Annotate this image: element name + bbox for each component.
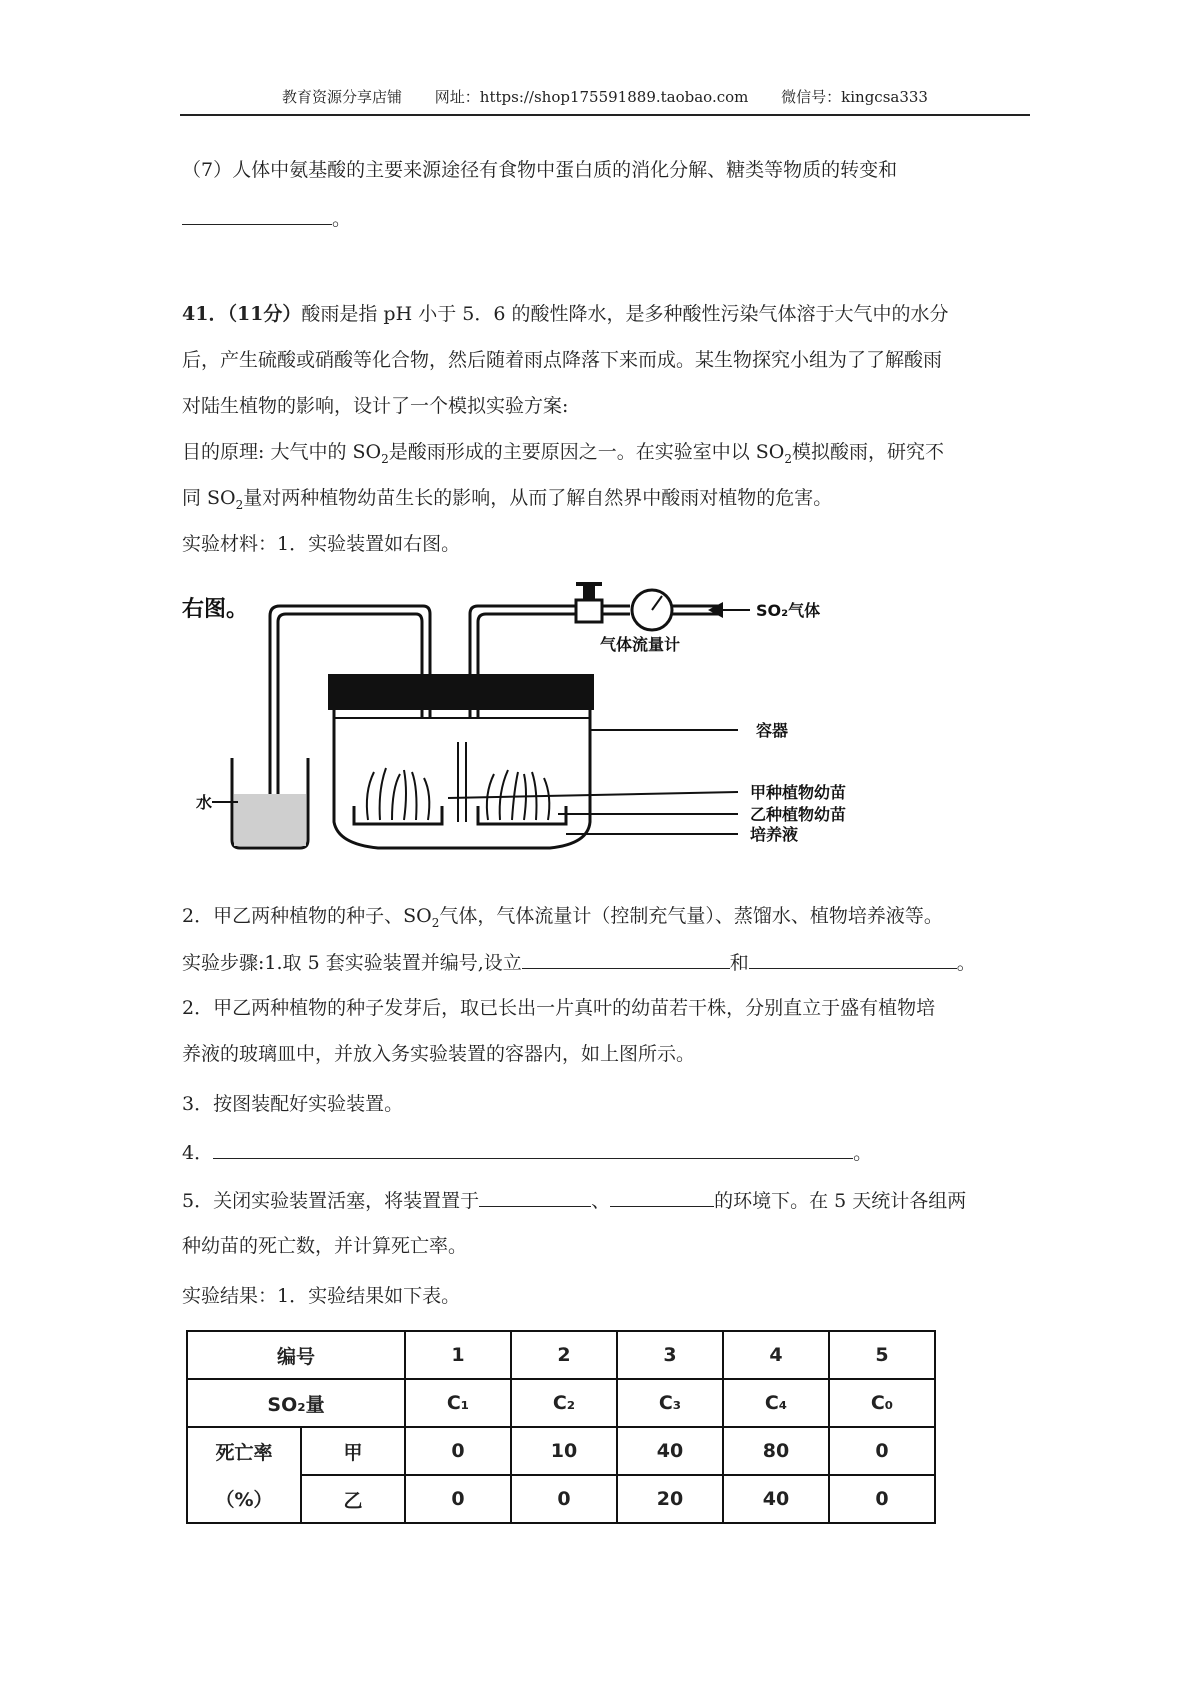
table-cell: 乙 bbox=[301, 1475, 405, 1523]
container-body bbox=[334, 710, 590, 848]
table-cell: 0 bbox=[405, 1475, 511, 1523]
table-cell: C₄ bbox=[723, 1379, 829, 1427]
table-row bbox=[187, 1475, 935, 1523]
table-cell: 10 bbox=[511, 1427, 617, 1475]
table-cell: SO₂量 bbox=[187, 1379, 405, 1427]
water-fill bbox=[234, 794, 306, 846]
dish-right bbox=[478, 806, 566, 824]
materials-line: 实验材料：1．实验装置如右图。 bbox=[182, 533, 461, 555]
table-cell: 20 bbox=[617, 1475, 723, 1523]
answer-blank bbox=[479, 1186, 591, 1207]
q7-text: （7）人体中氨基酸的主要来源途径有食物中蛋白质的消化分解、糖类等物质的转变和 bbox=[182, 159, 898, 181]
q41-line2: 后，产生硫酸或硝酸等化合物，然后随着雨点降落下来而成。某生物探究小组为了了解酸雨 bbox=[182, 349, 943, 371]
table-cell: C₀ bbox=[829, 1379, 935, 1427]
step2-line1: 2．甲乙两种植物的种子发芽后，取已长出一片真叶的幼苗若干株，分别直立于盛有植物培 bbox=[182, 997, 936, 1019]
table-cell: 5 bbox=[829, 1331, 935, 1379]
plant-b-label: 乙种植物幼苗 bbox=[750, 805, 847, 824]
medium-label: 培养液 bbox=[750, 825, 799, 844]
wechat-id: 微信号：kingcsa333 bbox=[781, 88, 928, 106]
water-label: 水 bbox=[196, 793, 213, 812]
table-cell: 3 bbox=[617, 1331, 723, 1379]
table-cell: C₁ bbox=[405, 1379, 511, 1427]
step2-line2: 养液的玻璃皿中，并放入务实验装置的容器内，如上图所示。 bbox=[182, 1043, 696, 1065]
table-cell: 2 bbox=[511, 1331, 617, 1379]
table-cell: C₃ bbox=[617, 1379, 723, 1427]
table-cell: 编号 bbox=[187, 1331, 405, 1379]
table-cell: 甲 bbox=[301, 1427, 405, 1475]
step1-line: 实验步骤:1.取 5 套实验装置并编号,设立 和 。 bbox=[182, 948, 976, 977]
container-lid bbox=[328, 674, 594, 710]
seedlings-left bbox=[367, 768, 429, 820]
flowmeter-label: 气体流量计 bbox=[600, 635, 681, 654]
step5-line2: 种幼苗的死亡数，并计算死亡率。 bbox=[182, 1235, 468, 1257]
table-cell: C₂ bbox=[511, 1379, 617, 1427]
purpose-line2: 同 $SO_2$量对两种植物幼苗生长的影响，从而了解自然界中酸雨对植物的危害。 bbox=[182, 487, 833, 512]
apparatus-diagram bbox=[178, 582, 1078, 882]
question-number: 41．（11分） bbox=[182, 303, 302, 325]
table-row bbox=[187, 1331, 935, 1379]
table-cell: 0 bbox=[829, 1475, 935, 1523]
answer-blank bbox=[749, 948, 957, 969]
step5-line1: 5．关闭实验装置活塞，将装置置于 、 的环境下。在 5 天统计各组两 bbox=[182, 1186, 966, 1215]
q41-line3: 对陆生植物的影响，设计了一个模拟实验方案: bbox=[182, 395, 569, 417]
page-header bbox=[180, 86, 1030, 116]
materials-line2: 2．甲乙两种植物的种子、$SO_2$气体，气体流量计（控制充气量）、蒸馏水、植物培养液等。 bbox=[182, 905, 943, 930]
plant-a-label: 甲种植物幼苗 bbox=[750, 783, 847, 802]
q7-blank-line: 。 bbox=[182, 204, 351, 233]
gas-label: SO₂气体 bbox=[756, 601, 821, 620]
results-table bbox=[186, 1330, 936, 1524]
table-cell: 40 bbox=[723, 1475, 829, 1523]
table-cell: （%） bbox=[187, 1475, 301, 1523]
answer-blank bbox=[213, 1138, 853, 1159]
gas-arrow-icon bbox=[708, 602, 723, 618]
container-label: 容器 bbox=[756, 721, 789, 740]
results-line: 实验结果：1．实验结果如下表。 bbox=[182, 1285, 461, 1307]
seedlings-right bbox=[487, 770, 549, 820]
answer-blank bbox=[522, 948, 730, 969]
table-cell: 0 bbox=[511, 1475, 617, 1523]
purpose-line1: 目的原理: 大气中的 $SO_2$是酸雨形成的主要原因之一。在实验室中以 $SO_2$模拟酸雨，研究不 bbox=[182, 441, 945, 466]
shop-url: 网址：https://shop175591889.taobao.com bbox=[434, 88, 749, 106]
table-cell: 1 bbox=[405, 1331, 511, 1379]
flowmeter-icon bbox=[632, 590, 672, 630]
table-cell: 0 bbox=[405, 1427, 511, 1475]
q41-line1: 41．（11分）酸雨是指 pH 小于 5．6 的酸性降水，是多种酸性污染气体溶于大气中的水分 bbox=[182, 303, 949, 325]
table-cell: 0 bbox=[829, 1427, 935, 1475]
step4-line: 4． 。 bbox=[182, 1138, 872, 1167]
figure-caption: 右图。 bbox=[182, 597, 249, 622]
table-cell: 80 bbox=[723, 1427, 829, 1475]
shop-name: 教育资源分享店铺 bbox=[282, 88, 403, 106]
answer-blank bbox=[182, 204, 332, 225]
valve-icon bbox=[576, 582, 602, 622]
table-row bbox=[187, 1427, 935, 1475]
table-cell: 4 bbox=[723, 1331, 829, 1379]
table-row bbox=[187, 1379, 935, 1427]
step3-line: 3．按图装配好实验装置。 bbox=[182, 1093, 404, 1115]
answer-blank bbox=[610, 1186, 714, 1207]
table-cell: 死亡率 bbox=[187, 1427, 301, 1475]
table-cell: 40 bbox=[617, 1427, 723, 1475]
